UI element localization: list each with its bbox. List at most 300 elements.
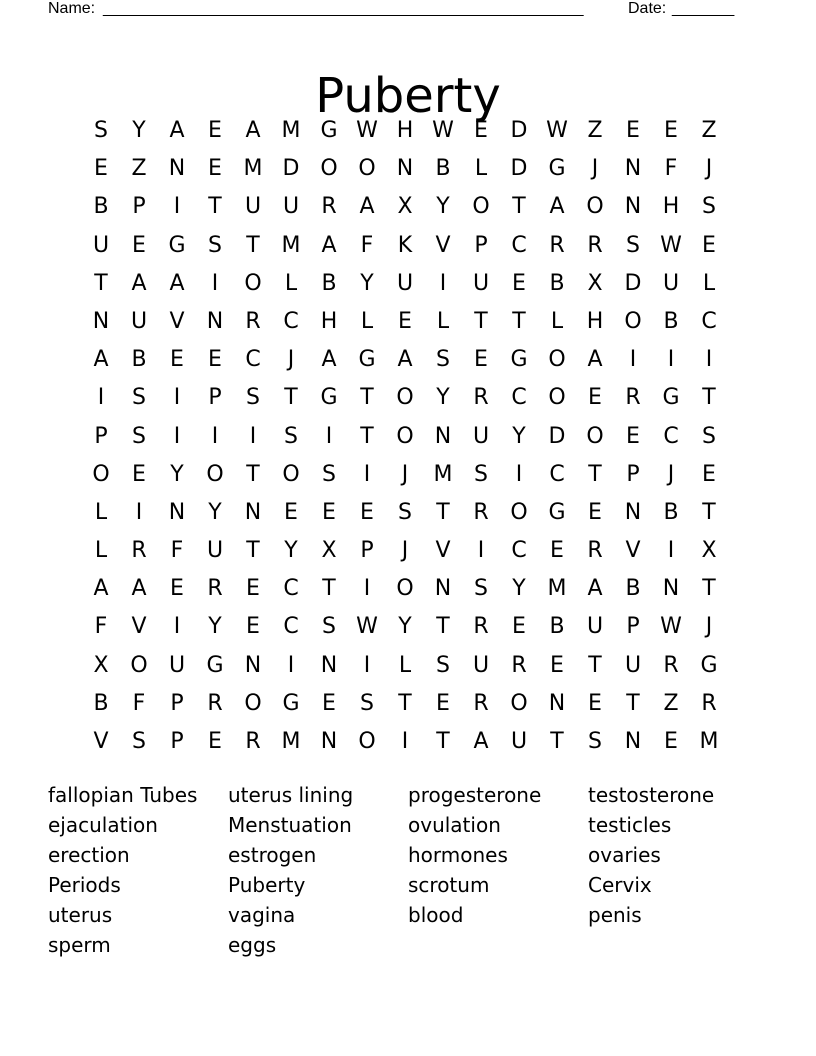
grid-letter: C <box>283 614 299 640</box>
grid-letter: P <box>208 385 222 411</box>
grid-letter: E <box>512 614 526 640</box>
grid-letter: E <box>588 385 602 411</box>
grid-letter: R <box>245 729 261 754</box>
grid-letter: E <box>550 538 564 564</box>
grid-letter: R <box>663 652 679 678</box>
grid-letter: R <box>587 232 603 258</box>
grid-letter: T <box>474 308 488 334</box>
grid-letter: E <box>208 347 222 373</box>
grid-letter: R <box>207 576 223 602</box>
grid-letter: E <box>322 690 336 716</box>
grid-letter: O <box>624 308 642 334</box>
grid-letter: E <box>436 690 450 716</box>
grid-letter: E <box>702 461 716 487</box>
grid-letter: R <box>321 194 337 220</box>
name-blank-line: ______________________________________________________ <box>103 0 584 17</box>
grid-letter: I <box>173 194 181 220</box>
grid-letter: E <box>626 423 640 449</box>
grid-letter: D <box>282 156 300 182</box>
word-list-item: vagina <box>228 903 296 927</box>
grid-letter: I <box>249 423 257 449</box>
grid-letter: A <box>473 729 489 754</box>
grid-letter: R <box>625 385 641 411</box>
grid-letter: S <box>132 385 146 411</box>
grid-letter: E <box>170 347 184 373</box>
grid-letter: E <box>512 270 526 296</box>
grid-letter: J <box>705 614 713 640</box>
grid-letter: X <box>587 270 603 296</box>
grid-letter: J <box>401 538 409 564</box>
grid-letter: M <box>281 232 301 258</box>
grid-letter: Y <box>170 461 184 487</box>
grid-letter: A <box>169 118 185 143</box>
grid-letter: I <box>439 270 447 296</box>
grid-letter: H <box>586 308 604 334</box>
word-list-item: testosterone <box>588 783 715 807</box>
date-blank-line: _______ <box>672 0 735 17</box>
grid-letter: O <box>586 423 604 449</box>
grid-letter: S <box>132 729 146 754</box>
grid-letter: S <box>474 461 488 487</box>
grid-letter: N <box>548 690 566 716</box>
grid-letter: A <box>321 347 337 373</box>
word-list-item: erection <box>48 843 130 867</box>
grid-letter: I <box>705 347 713 373</box>
grid-letter: S <box>360 690 374 716</box>
grid-letter: B <box>131 347 147 373</box>
grid-letter: W <box>546 118 568 143</box>
grid-letter: E <box>208 729 222 754</box>
grid-letter: Y <box>360 270 374 296</box>
grid-letter: G <box>206 652 224 678</box>
grid-letter: Z <box>663 690 679 716</box>
grid-letter: U <box>510 729 528 754</box>
grid-letter: S <box>588 729 602 754</box>
word-list-item: hormones <box>408 843 508 867</box>
grid-letter: H <box>320 308 338 334</box>
grid-letter: P <box>94 423 108 449</box>
grid-letter: X <box>321 538 337 564</box>
word-list <box>48 780 768 960</box>
grid-letter: L <box>550 308 564 334</box>
grid-letter: V <box>625 538 641 564</box>
grid-letter: O <box>548 385 566 411</box>
grid-letter: R <box>473 690 489 716</box>
grid-letter: S <box>94 118 108 143</box>
grid-letter: U <box>662 270 680 296</box>
grid-letter: L <box>360 308 374 334</box>
grid-row <box>82 647 728 685</box>
grid-letter: E <box>284 499 298 525</box>
word-list-item: blood <box>408 903 464 927</box>
grid-letter: O <box>396 385 414 411</box>
grid-letter: G <box>548 499 566 525</box>
grid-letter: O <box>244 270 262 296</box>
grid-letter: R <box>511 652 527 678</box>
grid-letter: E <box>664 729 678 754</box>
word-list-item: Menstuation <box>228 813 352 837</box>
grid-letter: R <box>473 385 489 411</box>
grid-letter: X <box>93 652 109 678</box>
grid-letter: Y <box>436 194 450 220</box>
grid-letter: W <box>356 118 378 143</box>
grid-letter: E <box>588 690 602 716</box>
grid-letter: T <box>246 461 260 487</box>
grid-letter: B <box>663 499 679 525</box>
grid-letter: G <box>282 690 300 716</box>
grid-letter: M <box>547 576 567 602</box>
grid-letter: R <box>473 614 489 640</box>
grid-letter: S <box>322 461 336 487</box>
grid-letter: T <box>512 308 526 334</box>
grid-row <box>82 608 728 646</box>
grid-letter: U <box>206 538 224 564</box>
grid-letter: G <box>168 232 186 258</box>
grid-letter: V <box>435 538 451 564</box>
grid-letter: I <box>287 652 295 678</box>
grid-letter: I <box>97 385 105 411</box>
word-list-item: fallopian Tubes <box>48 783 198 807</box>
grid-letter: J <box>401 461 409 487</box>
grid-letter: C <box>511 385 527 411</box>
grid-letter: E <box>588 499 602 525</box>
word-list-item: Cervix <box>588 873 652 897</box>
grid-letter: Z <box>587 118 603 143</box>
grid-letter: A <box>397 347 413 373</box>
grid-letter: E <box>550 652 564 678</box>
grid-letter: O <box>472 194 490 220</box>
grid-letter: I <box>477 538 485 564</box>
grid-letter: W <box>660 614 682 640</box>
grid-letter: A <box>131 270 147 296</box>
grid-letter: T <box>284 385 298 411</box>
grid-letter: Y <box>208 614 222 640</box>
grid-letter: L <box>94 499 108 525</box>
grid-letter: Y <box>398 614 412 640</box>
grid-letter: A <box>93 576 109 602</box>
grid-letter: I <box>211 423 219 449</box>
grid-letter: O <box>358 156 376 182</box>
grid-letter: O <box>586 194 604 220</box>
grid-letter: W <box>660 232 682 258</box>
grid-row <box>82 112 728 150</box>
grid-letter: Y <box>512 423 526 449</box>
grid-letter: X <box>397 194 413 220</box>
grid-letter: O <box>282 461 300 487</box>
date-label: Date: <box>628 0 667 17</box>
grid-row <box>82 418 728 456</box>
grid-row <box>82 227 728 265</box>
word-list-item: progesterone <box>408 783 542 807</box>
grid-letter: T <box>436 614 450 640</box>
grid-letter: L <box>94 538 108 564</box>
grid-letter: T <box>360 423 374 449</box>
grid-letter: T <box>702 385 716 411</box>
grid-letter: Z <box>701 118 717 143</box>
grid-letter: J <box>591 156 599 182</box>
grid-letter: L <box>284 270 298 296</box>
grid-letter: A <box>549 194 565 220</box>
grid-letter: R <box>587 538 603 564</box>
grid-letter: B <box>549 614 565 640</box>
grid-letter: E <box>360 499 374 525</box>
grid-letter: R <box>701 690 717 716</box>
grid-letter: I <box>629 347 637 373</box>
grid-letter: V <box>169 308 185 334</box>
grid-letter: O <box>92 461 110 487</box>
grid-letter: R <box>245 308 261 334</box>
grid-letter: T <box>208 194 222 220</box>
grid-letter: G <box>700 652 718 678</box>
grid-letter: C <box>663 423 679 449</box>
grid-letter: S <box>626 232 640 258</box>
grid-letter: Y <box>512 576 526 602</box>
grid-letter: C <box>283 576 299 602</box>
grid-letter: T <box>360 385 374 411</box>
grid-letter: T <box>702 499 716 525</box>
grid-letter: G <box>662 385 680 411</box>
grid-row <box>82 150 728 188</box>
grid-letter: R <box>131 538 147 564</box>
grid-letter: I <box>363 652 371 678</box>
grid-letter: E <box>702 232 716 258</box>
grid-row <box>82 265 728 303</box>
grid-letter: P <box>474 232 488 258</box>
grid-row <box>82 532 728 570</box>
grid-letter: U <box>282 194 300 220</box>
grid-letter: S <box>436 652 450 678</box>
grid-letter: E <box>474 118 488 143</box>
word-list-item: ejaculation <box>48 813 158 837</box>
grid-letter: J <box>287 347 295 373</box>
grid-letter: I <box>363 461 371 487</box>
grid-letter: A <box>169 270 185 296</box>
grid-letter: R <box>473 499 489 525</box>
word-list-item: uterus <box>48 903 113 927</box>
grid-letter: B <box>625 576 641 602</box>
grid-letter: O <box>396 576 414 602</box>
grid-letter: N <box>434 576 452 602</box>
word-list-item: penis <box>588 903 642 927</box>
word-list-item: testicles <box>588 813 672 837</box>
grid-letter: S <box>436 347 450 373</box>
grid-letter: E <box>208 118 222 143</box>
grid-letter: R <box>207 690 223 716</box>
grid-letter: T <box>588 461 602 487</box>
grid-letter: U <box>244 194 262 220</box>
word-list-item: sperm <box>48 933 111 957</box>
grid-letter: M <box>699 729 719 754</box>
grid-letter: U <box>472 423 490 449</box>
grid-letter: U <box>92 232 110 258</box>
grid-letter: B <box>321 270 337 296</box>
grid-letter: D <box>548 423 566 449</box>
word-list-item: scrotum <box>408 873 490 897</box>
grid-letter: F <box>664 156 678 182</box>
grid-letter: U <box>586 614 604 640</box>
grid-letter: P <box>170 729 184 754</box>
grid-letter: I <box>173 423 181 449</box>
grid-letter: P <box>132 194 146 220</box>
grid-letter: V <box>435 232 451 258</box>
grid-letter: G <box>510 347 528 373</box>
grid-letter: P <box>626 614 640 640</box>
grid-row <box>82 303 728 341</box>
grid-letter: T <box>626 690 640 716</box>
grid-row <box>82 188 728 226</box>
grid-letter: C <box>549 461 565 487</box>
grid-letter: T <box>588 652 602 678</box>
grid-letter: O <box>130 652 148 678</box>
grid-letter: T <box>322 576 336 602</box>
grid-letter: T <box>398 690 412 716</box>
grid-letter: Y <box>436 385 450 411</box>
word-list-item: Periods <box>48 873 121 897</box>
grid-letter: G <box>320 118 338 143</box>
grid-letter: O <box>510 690 528 716</box>
grid-letter: C <box>511 232 527 258</box>
grid-letter: E <box>132 232 146 258</box>
worksheet-header <box>48 0 748 20</box>
name-label: Name: <box>48 0 96 17</box>
grid-letter: I <box>135 499 143 525</box>
grid-letter: R <box>549 232 565 258</box>
word-list-item: Puberty <box>228 873 306 897</box>
grid-letter: T <box>436 729 450 754</box>
grid-letter: E <box>474 347 488 373</box>
grid-letter: M <box>281 118 301 143</box>
grid-row <box>82 494 728 532</box>
grid-letter: I <box>363 576 371 602</box>
grid-letter: T <box>94 270 108 296</box>
grid-letter: P <box>626 461 640 487</box>
grid-letter: B <box>663 308 679 334</box>
grid-letter: P <box>170 690 184 716</box>
grid-letter: E <box>664 118 678 143</box>
grid-letter: I <box>515 461 523 487</box>
grid-letter: L <box>436 308 450 334</box>
grid-letter: E <box>398 308 412 334</box>
grid-letter: N <box>206 308 224 334</box>
grid-letter: T <box>246 232 260 258</box>
grid-letter: J <box>705 156 713 182</box>
grid-letter: N <box>624 729 642 754</box>
grid-letter: E <box>170 576 184 602</box>
grid-letter: U <box>130 308 148 334</box>
grid-letter: S <box>284 423 298 449</box>
grid-letter: N <box>624 499 642 525</box>
grid-letter: I <box>667 347 675 373</box>
grid-letter: V <box>93 729 109 754</box>
grid-letter: P <box>360 538 374 564</box>
grid-letter: A <box>321 232 337 258</box>
grid-letter: E <box>132 461 146 487</box>
grid-letter: O <box>244 690 262 716</box>
grid-letter: D <box>510 118 528 143</box>
grid-letter: A <box>245 118 261 143</box>
grid-letter: F <box>360 232 374 258</box>
grid-letter: L <box>702 270 716 296</box>
grid-letter: S <box>208 232 222 258</box>
grid-letter: Y <box>284 538 298 564</box>
grid-letter: C <box>701 308 717 334</box>
grid-letter: A <box>587 576 603 602</box>
grid-row <box>82 456 728 494</box>
grid-letter: S <box>246 385 260 411</box>
grid-letter: D <box>624 270 642 296</box>
grid-row <box>82 341 728 379</box>
grid-letter: E <box>322 499 336 525</box>
grid-letter: F <box>170 538 184 564</box>
grid-letter: S <box>398 499 412 525</box>
grid-letter: E <box>246 614 260 640</box>
grid-letter: C <box>245 347 261 373</box>
grid-letter: V <box>131 614 147 640</box>
grid-letter: I <box>173 614 181 640</box>
grid-letter: L <box>474 156 488 182</box>
grid-letter: A <box>131 576 147 602</box>
grid-letter: C <box>283 308 299 334</box>
grid-letter: W <box>432 118 454 143</box>
grid-letter: K <box>397 232 413 258</box>
grid-letter: U <box>396 270 414 296</box>
grid-letter: G <box>548 156 566 182</box>
grid-letter: O <box>510 499 528 525</box>
grid-letter: B <box>435 156 451 182</box>
letter-grid <box>82 112 728 761</box>
grid-letter: M <box>281 729 301 754</box>
grid-letter: I <box>667 538 675 564</box>
grid-letter: L <box>398 652 412 678</box>
grid-row <box>82 685 728 723</box>
grid-letter: G <box>358 347 376 373</box>
grid-letter: A <box>587 347 603 373</box>
grid-letter: O <box>396 423 414 449</box>
grid-letter: T <box>436 499 450 525</box>
grid-letter: H <box>662 194 680 220</box>
grid-letter: T <box>512 194 526 220</box>
grid-letter: F <box>132 690 146 716</box>
grid-letter: N <box>662 576 680 602</box>
grid-letter: N <box>244 499 262 525</box>
grid-letter: N <box>320 729 338 754</box>
grid-letter: S <box>474 576 488 602</box>
grid-letter: B <box>93 194 109 220</box>
grid-letter: D <box>510 156 528 182</box>
grid-letter: O <box>206 461 224 487</box>
grid-letter: N <box>168 499 186 525</box>
grid-letter: O <box>548 347 566 373</box>
grid-letter: I <box>325 423 333 449</box>
grid-letter: O <box>320 156 338 182</box>
grid-letter: N <box>396 156 414 182</box>
grid-letter: E <box>246 576 260 602</box>
grid-letter: F <box>94 614 108 640</box>
grid-letter: N <box>624 156 642 182</box>
grid-letter: H <box>396 118 414 143</box>
grid-letter: Z <box>131 156 147 182</box>
grid-letter: S <box>702 194 716 220</box>
grid-letter: I <box>173 385 181 411</box>
grid-letter: N <box>244 652 262 678</box>
grid-letter: M <box>243 156 263 182</box>
grid-letter: E <box>626 118 640 143</box>
grid-letter: W <box>356 614 378 640</box>
grid-letter: B <box>549 270 565 296</box>
grid-letter: U <box>168 652 186 678</box>
word-list-item: eggs <box>228 933 277 957</box>
grid-letter: U <box>472 270 490 296</box>
